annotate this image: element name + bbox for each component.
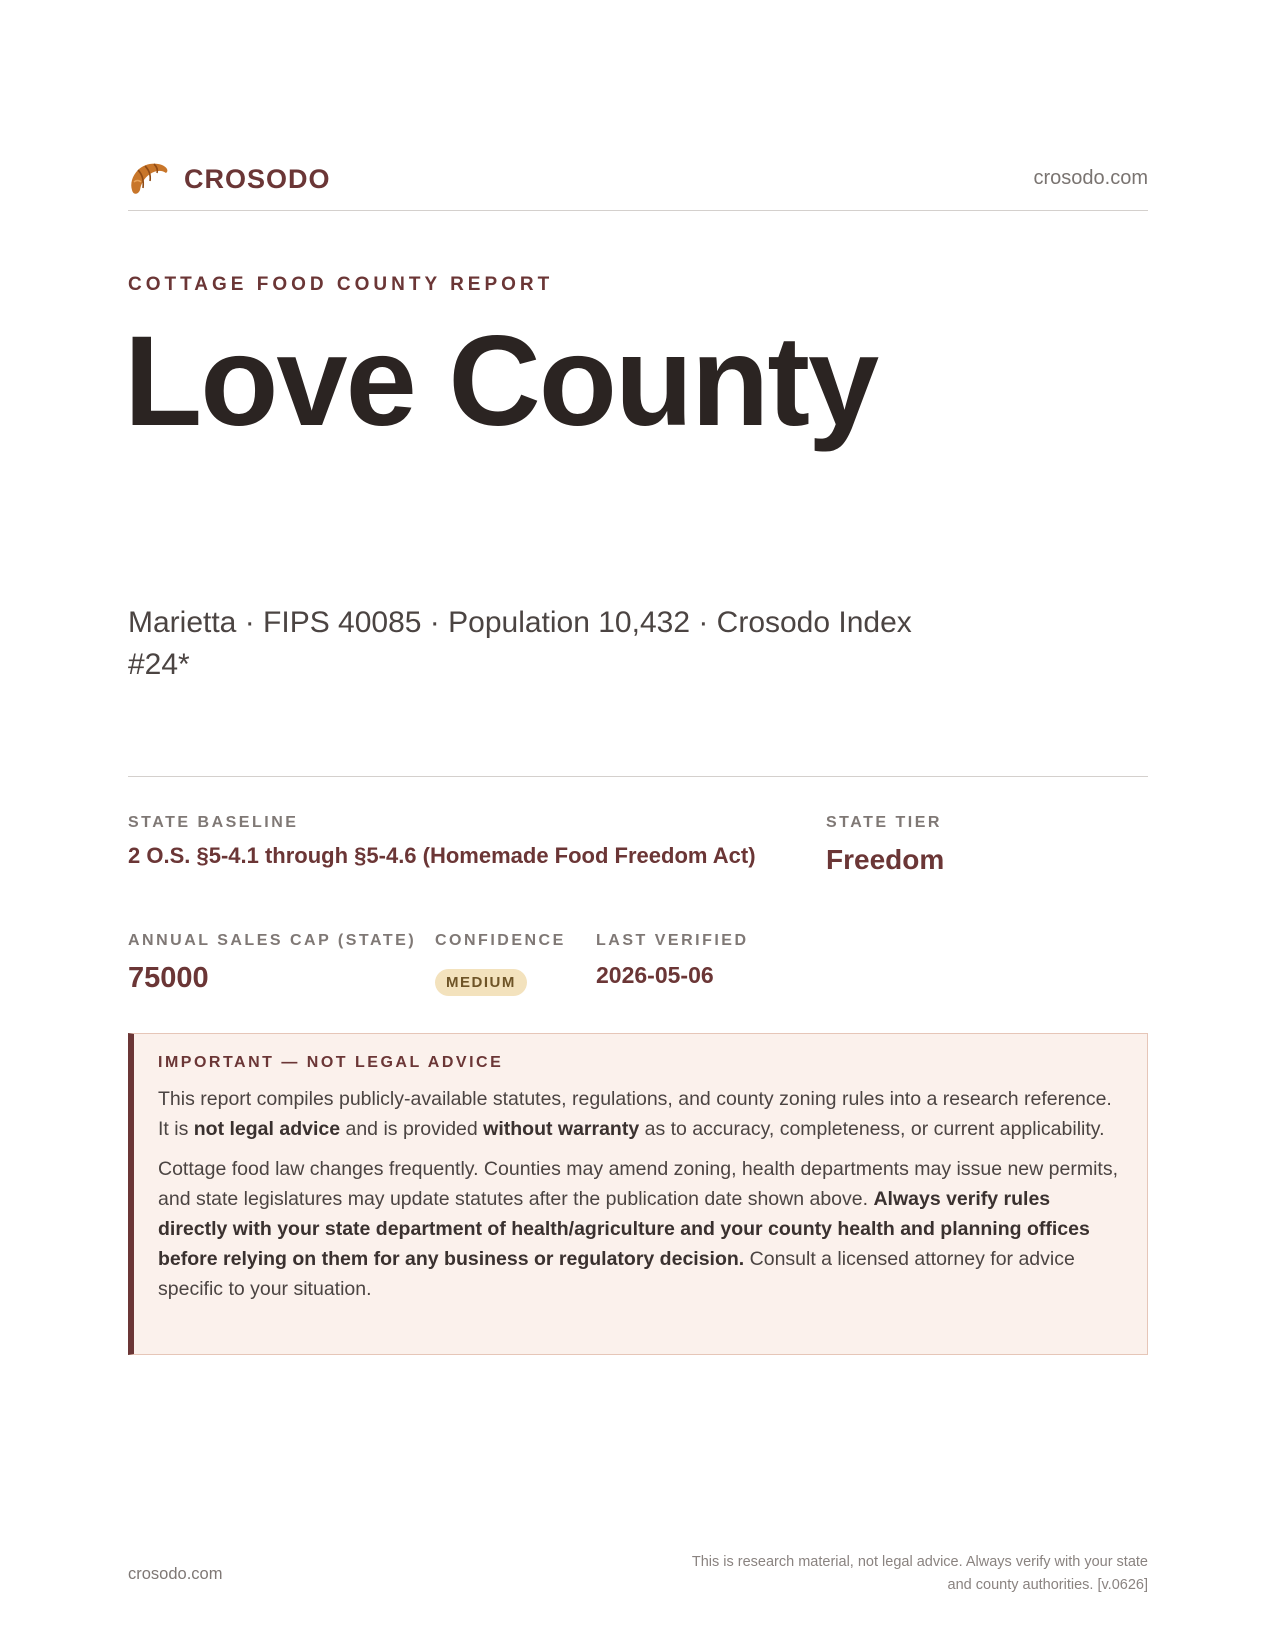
confidence-badge: MEDIUM	[435, 969, 527, 996]
last-verified-value: 2026-05-06	[596, 962, 714, 988]
last-verified-field	[596, 932, 749, 989]
last-verified-label: LAST VERIFIED	[596, 932, 749, 949]
notice-emphasis: not legal advice	[193, 1118, 341, 1140]
notice-emphasis: without warranty	[483, 1118, 640, 1140]
footer-site-link[interactable]: crosodo.com	[128, 1565, 223, 1583]
notice-emphasis: Always verify rules directly with your state department of health/agriculture and your county health and planning offices before relying on them for any business or regulatory decision.	[158, 1188, 1090, 1270]
report-kicker: COTTAGE FOOD COUNTY REPORT	[128, 274, 554, 295]
site-link[interactable]: crosodo.com	[1033, 167, 1148, 189]
notice-text: This report compiles publicly-available statutes, regulations, and county zoning rules into a research reference. It is	[158, 1088, 1112, 1140]
legal-notice-paragraph-1	[158, 1084, 1123, 1144]
notice-text: as to accuracy, completeness, or current applicability.	[639, 1118, 1105, 1140]
confidence-label: CONFIDENCE	[435, 932, 566, 949]
notice-text: Cottage food law changes frequently. Counties may amend zoning, health departments may issue new permits, and state legislatures may update statutes after the publication date shown above.	[158, 1158, 1118, 1210]
state-tier-value: Freedom	[826, 844, 945, 875]
footer-disclaimer-line-1: This is research material, not legal advice. Always verify with your state	[691, 1554, 1148, 1570]
brand[interactable]	[128, 160, 331, 198]
county-subtitle: Marietta · FIPS 40085 · Population 10,432 · Crosodo Index #24*	[128, 606, 912, 681]
legal-notice-title: IMPORTANT — NOT LEGAL ADVICE	[158, 1054, 504, 1071]
state-baseline-value: 2 O.S. §5-4.1 through §5-4.6 (Homemade Food Freedom Act)	[128, 843, 756, 868]
page-header	[128, 160, 1148, 211]
state-baseline-field	[128, 814, 756, 869]
footer-disclaimer	[608, 1551, 1148, 1597]
state-tier-field	[826, 814, 944, 876]
section-divider	[128, 776, 1148, 777]
confidence-field	[435, 932, 566, 996]
notice-text: Consult a licensed attorney for advice specific to your situation.	[158, 1248, 1075, 1300]
page-title: Love County	[124, 310, 878, 453]
state-tier-label: STATE TIER	[826, 814, 942, 831]
sales-cap-value: 75000	[128, 962, 209, 994]
croissant-icon	[128, 160, 170, 198]
footer-disclaimer-line-2: and county authorities. [v.0626]	[947, 1577, 1148, 1593]
brand-name: CROSODO	[184, 163, 331, 194]
legal-notice	[128, 1033, 1148, 1355]
state-baseline-label: STATE BASELINE	[128, 814, 299, 831]
sales-cap-field	[128, 932, 416, 995]
legal-notice-paragraph-2	[158, 1154, 1123, 1304]
sales-cap-label: ANNUAL SALES CAP (STATE)	[128, 932, 417, 949]
notice-text: and is provided	[340, 1118, 484, 1140]
report-page	[124, 0, 1148, 1650]
